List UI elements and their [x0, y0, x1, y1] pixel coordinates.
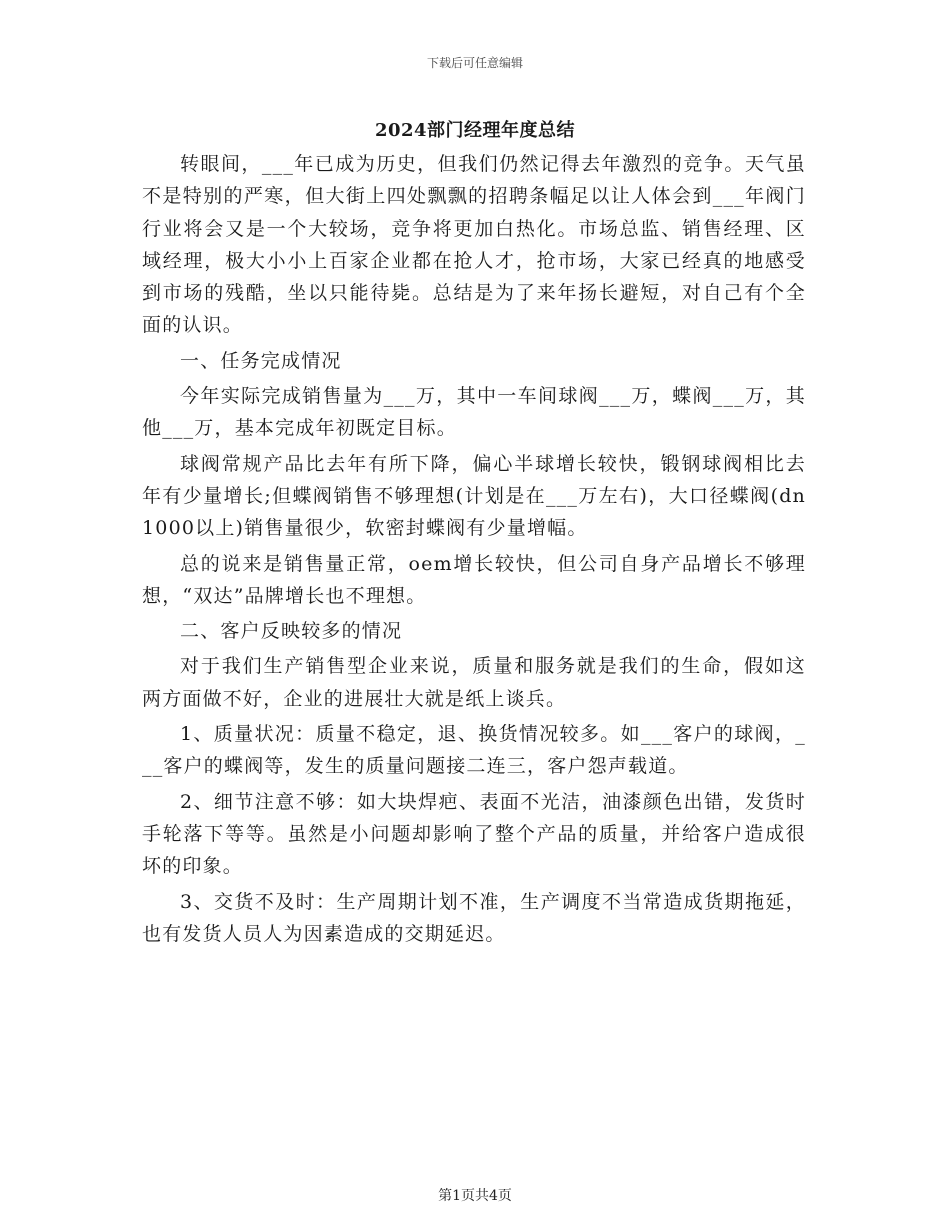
list-item-quality-status: 1、质量状况：质量不稳定，退、换货情况较多。如___客户的球阀，___客户的蝶阀等，发生的质量问题接二连三，客户怨声载道。: [142, 723, 806, 778]
page-number: 第1页共4页: [438, 1188, 512, 1204]
paragraph-quality-service: 对于我们生产销售型企业来说，质量和服务就是我们的生命，假如这两方面做不好，企业的进展壮大就是纸上谈兵。: [142, 655, 806, 710]
paragraph-product-analysis: 球阀常规产品比去年有所下降，偏心半球增长较快，锻钢球阀相比去年有少量增长;但蝶阀销售不够理想(计划是在___万左右)，大口径蝶阀(dn1000以上)销售量很少，软密封蝶阀有少量增幅。: [142, 452, 806, 540]
document-title: 2024部门经理年度总结: [374, 120, 576, 141]
page-header-note: 下载后可任意编辑: [426, 56, 523, 70]
list-item-detail-attention: 2、细节注意不够：如大块焊疤、表面不光洁，油漆颜色出错，发货时手轮落下等等。虽然是小问题却影响了整个产品的质量，并给客户造成很坏的印象。: [142, 790, 806, 878]
section-heading-task-completion: 一、任务完成情况: [180, 349, 342, 372]
paragraph-intro: 转眼间，___年已成为历史，但我们仍然记得去年激烈的竞争。天气虽不是特别的严寒，但大街上四处飘飘的招聘条幅足以让人体会到___年阀门行业将会又是一个大较场，竞争将更加白热化。市场总监、销售经理、区域经理，极大小小上百家企业都在抢人才，抢市场，大家已经真的地感受到市场的残酷，坐以只能待毙。总结是为了来年扬长避短，对自己有个全面的认识。: [142, 153, 806, 337]
document-body: [142, 148, 806, 953]
paragraph-sales-volume: 今年实际完成销售量为___万，其中一车间球阀___万，蝶阀___万，其他___万，基本完成年初既定目标。: [142, 385, 806, 440]
section-heading-customer-feedback: 二、客户反映较多的情况: [180, 620, 403, 643]
paragraph-summary: 总的说来是销售量正常，oem增长较快，但公司自身产品增长不够理想，“双达”品牌增长也不理想。: [142, 552, 806, 607]
list-item-delivery-delay: 3、交货不及时：生产周期计划不准，生产调度不当常造成货期拖延，也有发货人员人为因素造成的交期延迟。: [142, 890, 806, 945]
